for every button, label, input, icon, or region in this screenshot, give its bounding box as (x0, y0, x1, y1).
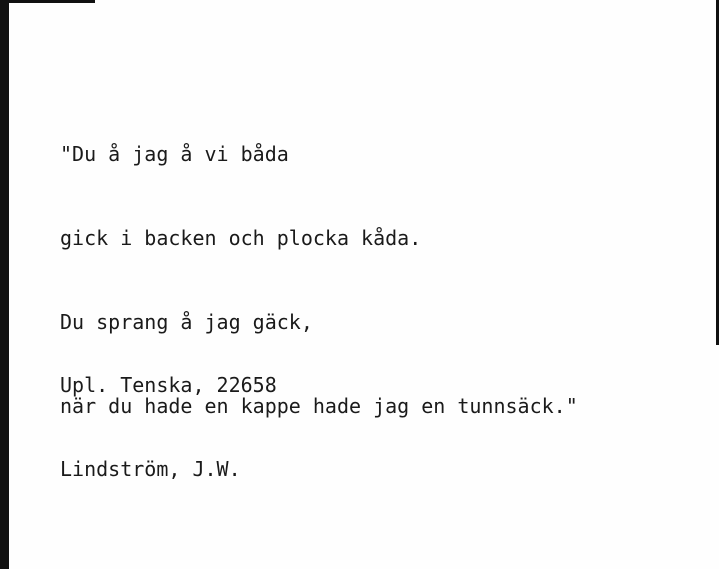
verse-line-3: Du sprang å jag gäck, (60, 310, 313, 334)
verse-line-2: gick i backen och plocka kåda. (60, 226, 422, 250)
source-recorder: Lindström, J.W. (60, 457, 241, 481)
source-block (60, 315, 277, 539)
verse-line-1: "Du å jag å vi båda (60, 142, 289, 166)
source-place: Upl. Tenska, 22658 (60, 373, 277, 397)
verse-line-4: när du hade en kappe hade jag en tunnsäck." (60, 394, 578, 418)
card-left-border (0, 0, 9, 569)
card-top-border (0, 0, 95, 3)
